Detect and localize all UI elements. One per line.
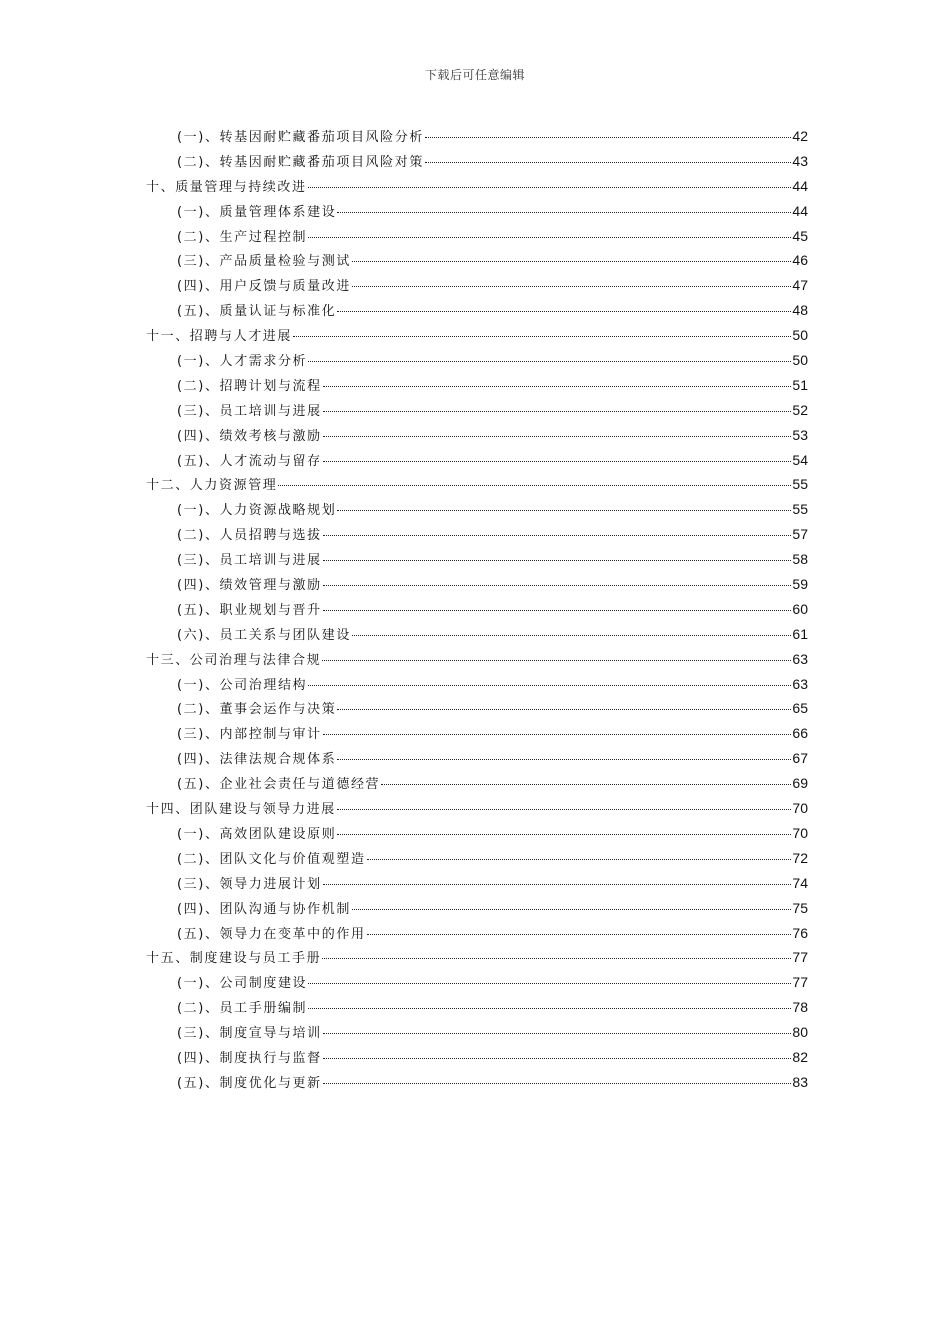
toc-section-entry[interactable] [146, 275, 808, 300]
toc-entry-page-number: 44 [792, 177, 808, 194]
toc-chapter-entry[interactable] [146, 474, 808, 499]
toc-entry-page-number: 48 [792, 302, 808, 319]
toc-dot-leader [381, 784, 791, 785]
toc-entry-title: 十五、制度建设与员工手册 [146, 951, 322, 967]
toc-section-entry[interactable] [146, 250, 808, 275]
toc-section-entry[interactable] [146, 151, 808, 176]
table-of-contents [146, 126, 808, 1097]
toc-section-entry[interactable] [146, 898, 808, 923]
toc-dot-leader [293, 336, 791, 337]
toc-entry-page-number: 78 [792, 999, 808, 1016]
toc-dot-leader [337, 759, 791, 760]
toc-dot-leader [308, 237, 791, 238]
toc-section-entry[interactable] [146, 350, 808, 375]
toc-entry-title: (五)、质量认证与标准化 [177, 304, 337, 320]
toc-chapter-entry[interactable] [146, 325, 808, 350]
toc-section-entry[interactable] [146, 126, 808, 151]
toc-dot-leader [352, 286, 791, 287]
toc-entry-page-number: 70 [792, 800, 808, 817]
toc-dot-leader [337, 311, 791, 312]
toc-entry-page-number: 83 [792, 1073, 808, 1090]
toc-chapter-entry[interactable] [146, 947, 808, 972]
toc-dot-leader [323, 386, 792, 387]
toc-entry-title: (二)、团队文化与价值观塑造 [177, 851, 366, 867]
toc-entry-page-number: 63 [792, 650, 808, 667]
toc-entry-page-number: 80 [792, 1024, 808, 1041]
toc-entry-title: (一)、质量管理体系建设 [177, 204, 337, 220]
toc-entry-title: 十一、招聘与人才进展 [146, 329, 293, 345]
toc-section-entry[interactable] [146, 997, 808, 1022]
toc-entry-page-number: 76 [792, 924, 808, 941]
toc-entry-title: (一)、人力资源战略规划 [177, 503, 337, 519]
toc-dot-leader [337, 212, 791, 213]
toc-dot-leader [323, 884, 792, 885]
toc-section-entry[interactable] [146, 873, 808, 898]
toc-dot-leader [323, 560, 792, 561]
toc-dot-leader [352, 635, 791, 636]
toc-entry-title: (五)、制度优化与更新 [177, 1075, 322, 1091]
toc-entry-title: 十三、公司治理与法律合规 [146, 652, 322, 668]
toc-entry-page-number: 42 [792, 128, 808, 144]
toc-dot-leader [308, 187, 792, 188]
toc-entry-title: (二)、招聘计划与流程 [177, 378, 322, 394]
toc-entry-title: (二)、生产过程控制 [177, 229, 308, 245]
toc-entry-page-number: 75 [792, 899, 808, 916]
toc-section-entry[interactable] [146, 1022, 808, 1047]
toc-entry-page-number: 65 [792, 700, 808, 717]
toc-chapter-entry[interactable] [146, 798, 808, 823]
toc-section-entry[interactable] [146, 773, 808, 798]
toc-dot-leader [367, 859, 792, 860]
toc-dot-leader [367, 934, 792, 935]
toc-entry-title: (一)、转基因耐贮藏番茄项目风险分析 [177, 130, 424, 145]
toc-entry-page-number: 55 [792, 476, 808, 493]
toc-entry-title: (四)、用户反馈与质量改进 [177, 279, 351, 295]
toc-entry-page-number: 67 [792, 750, 808, 767]
toc-entry-title: (四)、制度执行与监督 [177, 1050, 322, 1066]
toc-entry-title: (五)、领导力在变革中的作用 [177, 926, 366, 942]
toc-section-entry[interactable] [146, 201, 808, 226]
toc-entry-title: (三)、产品质量检验与测试 [177, 254, 351, 270]
toc-entry-page-number: 59 [792, 576, 808, 593]
toc-dot-leader [323, 1083, 792, 1084]
toc-entry-page-number: 50 [792, 352, 808, 369]
toc-section-entry[interactable] [146, 499, 808, 524]
toc-entry-page-number: 55 [792, 501, 808, 518]
toc-dot-leader [337, 510, 791, 511]
toc-section-entry[interactable] [146, 698, 808, 723]
toc-section-entry[interactable] [146, 723, 808, 748]
toc-entry-page-number: 46 [792, 252, 808, 269]
toc-entry-page-number: 54 [792, 451, 808, 468]
toc-dot-leader [337, 709, 791, 710]
toc-dot-leader [308, 1008, 791, 1009]
toc-chapter-entry[interactable] [146, 176, 808, 201]
toc-dot-leader [337, 809, 792, 810]
toc-entry-title: (三)、领导力进展计划 [177, 876, 322, 892]
toc-section-entry[interactable] [146, 425, 808, 450]
toc-entry-page-number: 47 [792, 277, 808, 294]
toc-section-entry[interactable] [146, 574, 808, 599]
toc-section-entry[interactable] [146, 400, 808, 425]
toc-dot-leader [322, 660, 791, 661]
toc-entry-page-number: 69 [792, 775, 808, 792]
toc-entry-title: (四)、绩效管理与激励 [177, 578, 322, 594]
toc-entry-page-number: 50 [792, 327, 808, 344]
toc-entry-page-number: 44 [792, 202, 808, 219]
toc-entry-title: (二)、员工手册编制 [177, 1001, 308, 1017]
toc-entry-title: (五)、人才流动与留存 [177, 453, 322, 469]
toc-entry-title: (四)、团队沟通与协作机制 [177, 901, 351, 917]
toc-entry-title: (一)、高效团队建设原则 [177, 826, 337, 842]
toc-dot-leader [308, 361, 791, 362]
toc-dot-leader [323, 461, 792, 462]
toc-entry-title: (四)、绩效考核与激励 [177, 428, 322, 444]
toc-dot-leader [323, 1033, 792, 1034]
toc-section-entry[interactable] [146, 599, 808, 624]
toc-entry-title: (五)、企业社会责任与道德经营 [177, 777, 381, 793]
toc-section-entry[interactable] [146, 674, 808, 699]
toc-dot-leader [323, 734, 792, 735]
toc-dot-leader [323, 610, 792, 611]
toc-entry-page-number: 58 [792, 551, 808, 568]
toc-entry-page-number: 60 [792, 600, 808, 617]
toc-entry-page-number: 51 [792, 376, 808, 393]
toc-section-entry[interactable] [146, 1047, 808, 1072]
toc-section-entry[interactable] [146, 823, 808, 848]
toc-entry-page-number: 74 [792, 874, 808, 891]
toc-section-entry[interactable] [146, 972, 808, 997]
toc-dot-leader [278, 485, 791, 486]
toc-entry-title: (六)、员工关系与团队建设 [177, 627, 351, 643]
toc-entry-page-number: 43 [792, 152, 808, 169]
toc-section-entry[interactable] [146, 1072, 808, 1097]
toc-entry-page-number: 53 [792, 426, 808, 443]
toc-section-entry[interactable] [146, 624, 808, 649]
toc-dot-leader [323, 411, 792, 412]
toc-entry-title: (五)、职业规划与晋升 [177, 602, 322, 618]
toc-dot-leader [425, 137, 791, 138]
toc-section-entry[interactable] [146, 375, 808, 400]
toc-section-entry[interactable] [146, 848, 808, 873]
toc-entry-title: (三)、员工培训与进展 [177, 553, 322, 569]
toc-dot-leader [322, 958, 791, 959]
toc-entry-title: (一)、公司制度建设 [177, 976, 308, 992]
toc-dot-leader [308, 983, 791, 984]
toc-entry-title: 十四、团队建设与领导力进展 [146, 802, 336, 818]
toc-entry-title: (三)、制度宣导与培训 [177, 1026, 322, 1042]
toc-entry-page-number: 70 [792, 824, 808, 841]
toc-entry-title: (二)、董事会运作与决策 [177, 702, 337, 718]
toc-entry-page-number: 61 [792, 625, 808, 642]
toc-dot-leader [425, 162, 791, 163]
toc-entry-title: (三)、员工培训与进展 [177, 403, 322, 419]
toc-entry-title: 十、质量管理与持续改进 [146, 179, 307, 195]
toc-dot-leader [323, 1058, 792, 1059]
toc-entry-page-number: 77 [792, 949, 808, 966]
toc-dot-leader [308, 685, 791, 686]
toc-dot-leader [323, 585, 792, 586]
toc-entry-title: (二)、转基因耐贮藏番茄项目风险对策 [177, 154, 424, 170]
toc-dot-leader [352, 909, 791, 910]
toc-chapter-entry[interactable] [146, 649, 808, 674]
toc-section-entry[interactable] [146, 450, 808, 475]
toc-entry-page-number: 66 [792, 725, 808, 742]
toc-entry-page-number: 72 [792, 849, 808, 866]
page-header: 下载后可任意编辑 [424, 68, 525, 82]
toc-entry-title: (一)、人才需求分析 [177, 354, 308, 370]
toc-dot-leader [323, 436, 792, 437]
toc-section-entry[interactable] [146, 549, 808, 574]
toc-entry-page-number: 57 [792, 526, 808, 543]
toc-entry-page-number: 77 [792, 974, 808, 991]
toc-entry-page-number: 45 [792, 227, 808, 244]
toc-entry-page-number: 63 [792, 675, 808, 692]
toc-dot-leader [323, 535, 792, 536]
toc-entry-title: (二)、人员招聘与选拔 [177, 528, 322, 544]
toc-section-entry[interactable] [146, 300, 808, 325]
toc-entry-page-number: 82 [792, 1048, 808, 1065]
toc-dot-leader [352, 261, 791, 262]
toc-dot-leader [337, 834, 791, 835]
toc-section-entry[interactable] [146, 226, 808, 251]
toc-entry-page-number: 52 [792, 401, 808, 418]
toc-entry-title: 十二、人力资源管理 [146, 478, 278, 494]
toc-entry-title: (四)、法律法规合规体系 [177, 752, 337, 768]
toc-section-entry[interactable] [146, 524, 808, 549]
toc-section-entry[interactable] [146, 923, 808, 948]
toc-entry-title: (一)、公司治理结构 [177, 677, 308, 693]
toc-section-entry[interactable] [146, 748, 808, 773]
toc-entry-title: (三)、内部控制与审计 [177, 727, 322, 743]
